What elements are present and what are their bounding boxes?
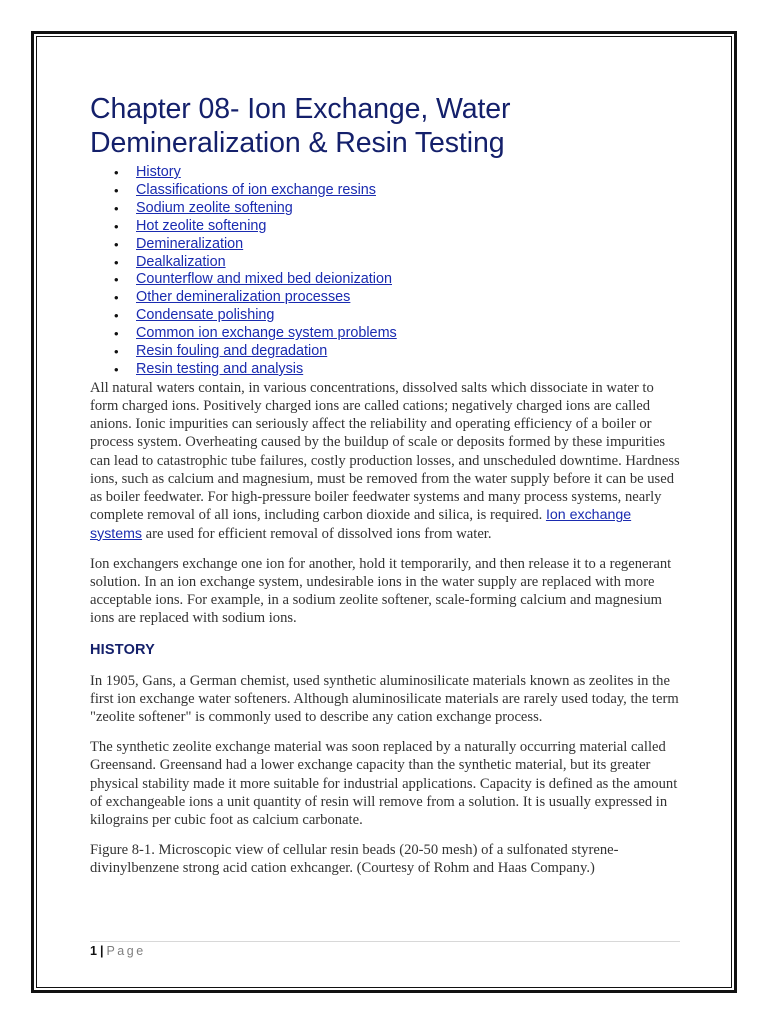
toc-item	[90, 164, 680, 182]
toc-item	[90, 361, 680, 379]
document-body	[90, 92, 680, 878]
toc-link-resin-testing[interactable]: Resin testing and analysis	[136, 360, 304, 377]
bullet-icon: •	[114, 254, 119, 270]
bullet-icon: •	[114, 182, 119, 198]
toc-item	[90, 218, 680, 236]
intro-text-continued: are used for efficient removal of dissolved ions from water.	[142, 525, 492, 542]
toc-link-other-demineralization[interactable]: Other demineralization processes	[136, 289, 351, 306]
toc-item	[90, 325, 680, 343]
toc-link-counterflow[interactable]: Counterflow and mixed bed deionization	[136, 271, 392, 288]
bullet-icon: •	[114, 218, 119, 234]
toc-link-demineralization[interactable]: Demineralization	[136, 235, 244, 252]
page-footer	[90, 944, 146, 958]
table-of-contents	[90, 164, 680, 379]
intro-paragraph-1	[90, 379, 680, 543]
toc-item	[90, 182, 680, 200]
bullet-icon: •	[114, 165, 119, 180]
page-label: Page	[106, 944, 146, 958]
toc-link-resin-fouling[interactable]: Resin fouling and degradation	[136, 343, 328, 360]
toc-item	[90, 254, 680, 272]
footer-divider	[90, 941, 680, 942]
history-paragraph-1: In 1905, Gans, a German chemist, used synthetic aluminosilicate materials known as zeolites in the first ion exchange water softeners. Although aluminosilicate materials are rarely used today, the term "zeolite softener" is commonly used to describe any cation exchange process.	[90, 672, 679, 725]
ion-exchange-systems-link[interactable]: Ion exchange systems	[90, 507, 632, 542]
history-heading: HISTORY	[90, 641, 156, 658]
footer-separator: |	[99, 944, 104, 958]
toc-item	[90, 343, 680, 361]
intro-text: All natural waters contain, in various concentrations, dissolved salts which dissociate in water to form charged ions. Positively charged ions are called cations; negatively charged ions are called anions. Ionic impurities can seriously affect the reliability and operating efficiency of a boiler or process system. Overheating caused by the buildup of scale or deposits formed by these impurities can lead to catastrophic tube failures, costly production losses, and unscheduled downtime. Hardness ions, such as calcium and magnesium, must be removed from the water supply before it can be used as boiler feedwater. For high-pressure boiler feedwater systems and many process systems, nearly complete removal of all ions, including carbon dioxide and silica, is required.	[90, 379, 680, 524]
toc-item	[90, 236, 680, 254]
bullet-icon: •	[114, 326, 119, 342]
toc-item	[90, 271, 680, 289]
bullet-icon: •	[114, 200, 119, 216]
toc-item	[90, 307, 680, 325]
toc-link-classifications[interactable]: Classifications of ion exchange resins	[136, 181, 376, 198]
toc-item	[90, 200, 680, 218]
toc-link-common-problems[interactable]: Common ion exchange system problems	[136, 325, 397, 342]
toc-link-history[interactable]: History	[136, 164, 181, 180]
page-number: 1	[90, 944, 97, 958]
bullet-icon: •	[114, 236, 119, 252]
bullet-icon: •	[114, 344, 119, 360]
bullet-icon: •	[114, 308, 119, 324]
toc-item	[90, 289, 680, 307]
toc-link-hot-zeolite[interactable]: Hot zeolite softening	[136, 217, 267, 234]
toc-link-sodium-zeolite[interactable]: Sodium zeolite softening	[136, 199, 293, 216]
bullet-icon: •	[114, 272, 119, 288]
bullet-icon: •	[114, 361, 119, 377]
toc-link-condensate-polishing[interactable]: Condensate polishing	[136, 307, 275, 324]
chapter-title: Chapter 08- Ion Exchange, Water Demineralization & Resin Testing	[90, 93, 511, 159]
intro-paragraph-2: Ion exchangers exchange one ion for another, hold it temporarily, and then release it to a regenerant solution. In an ion exchange system, undesirable ions in the water supply are replaced with more acceptable ions. For example, in a sodium zeolite softener, scale-forming calcium and magnesium ions are replaced with sodium ions.	[90, 555, 672, 627]
history-paragraph-2: The synthetic zeolite exchange material was soon replaced by a naturally occurring material called Greensand. Greensand had a lower exchange capacity than the synthetic material, but its greater physical stability made it more suitable for industrial applications. Capacity is defined as the amount of exchangeable ions a unit quantity of resin will remove from a solution. It is usually expressed in kilograins per cubic foot as calcium carbonate.	[90, 739, 678, 828]
bullet-icon: •	[114, 290, 119, 306]
figure-caption: Figure 8-1. Microscopic view of cellular resin beads (20-50 mesh) of a sulfonated styrene-divinylbenzene strong acid cation exhcanger. (Courtesy of Rohm and Haas Company.)	[90, 842, 619, 877]
toc-link-dealkalization[interactable]: Dealkalization	[136, 253, 226, 270]
